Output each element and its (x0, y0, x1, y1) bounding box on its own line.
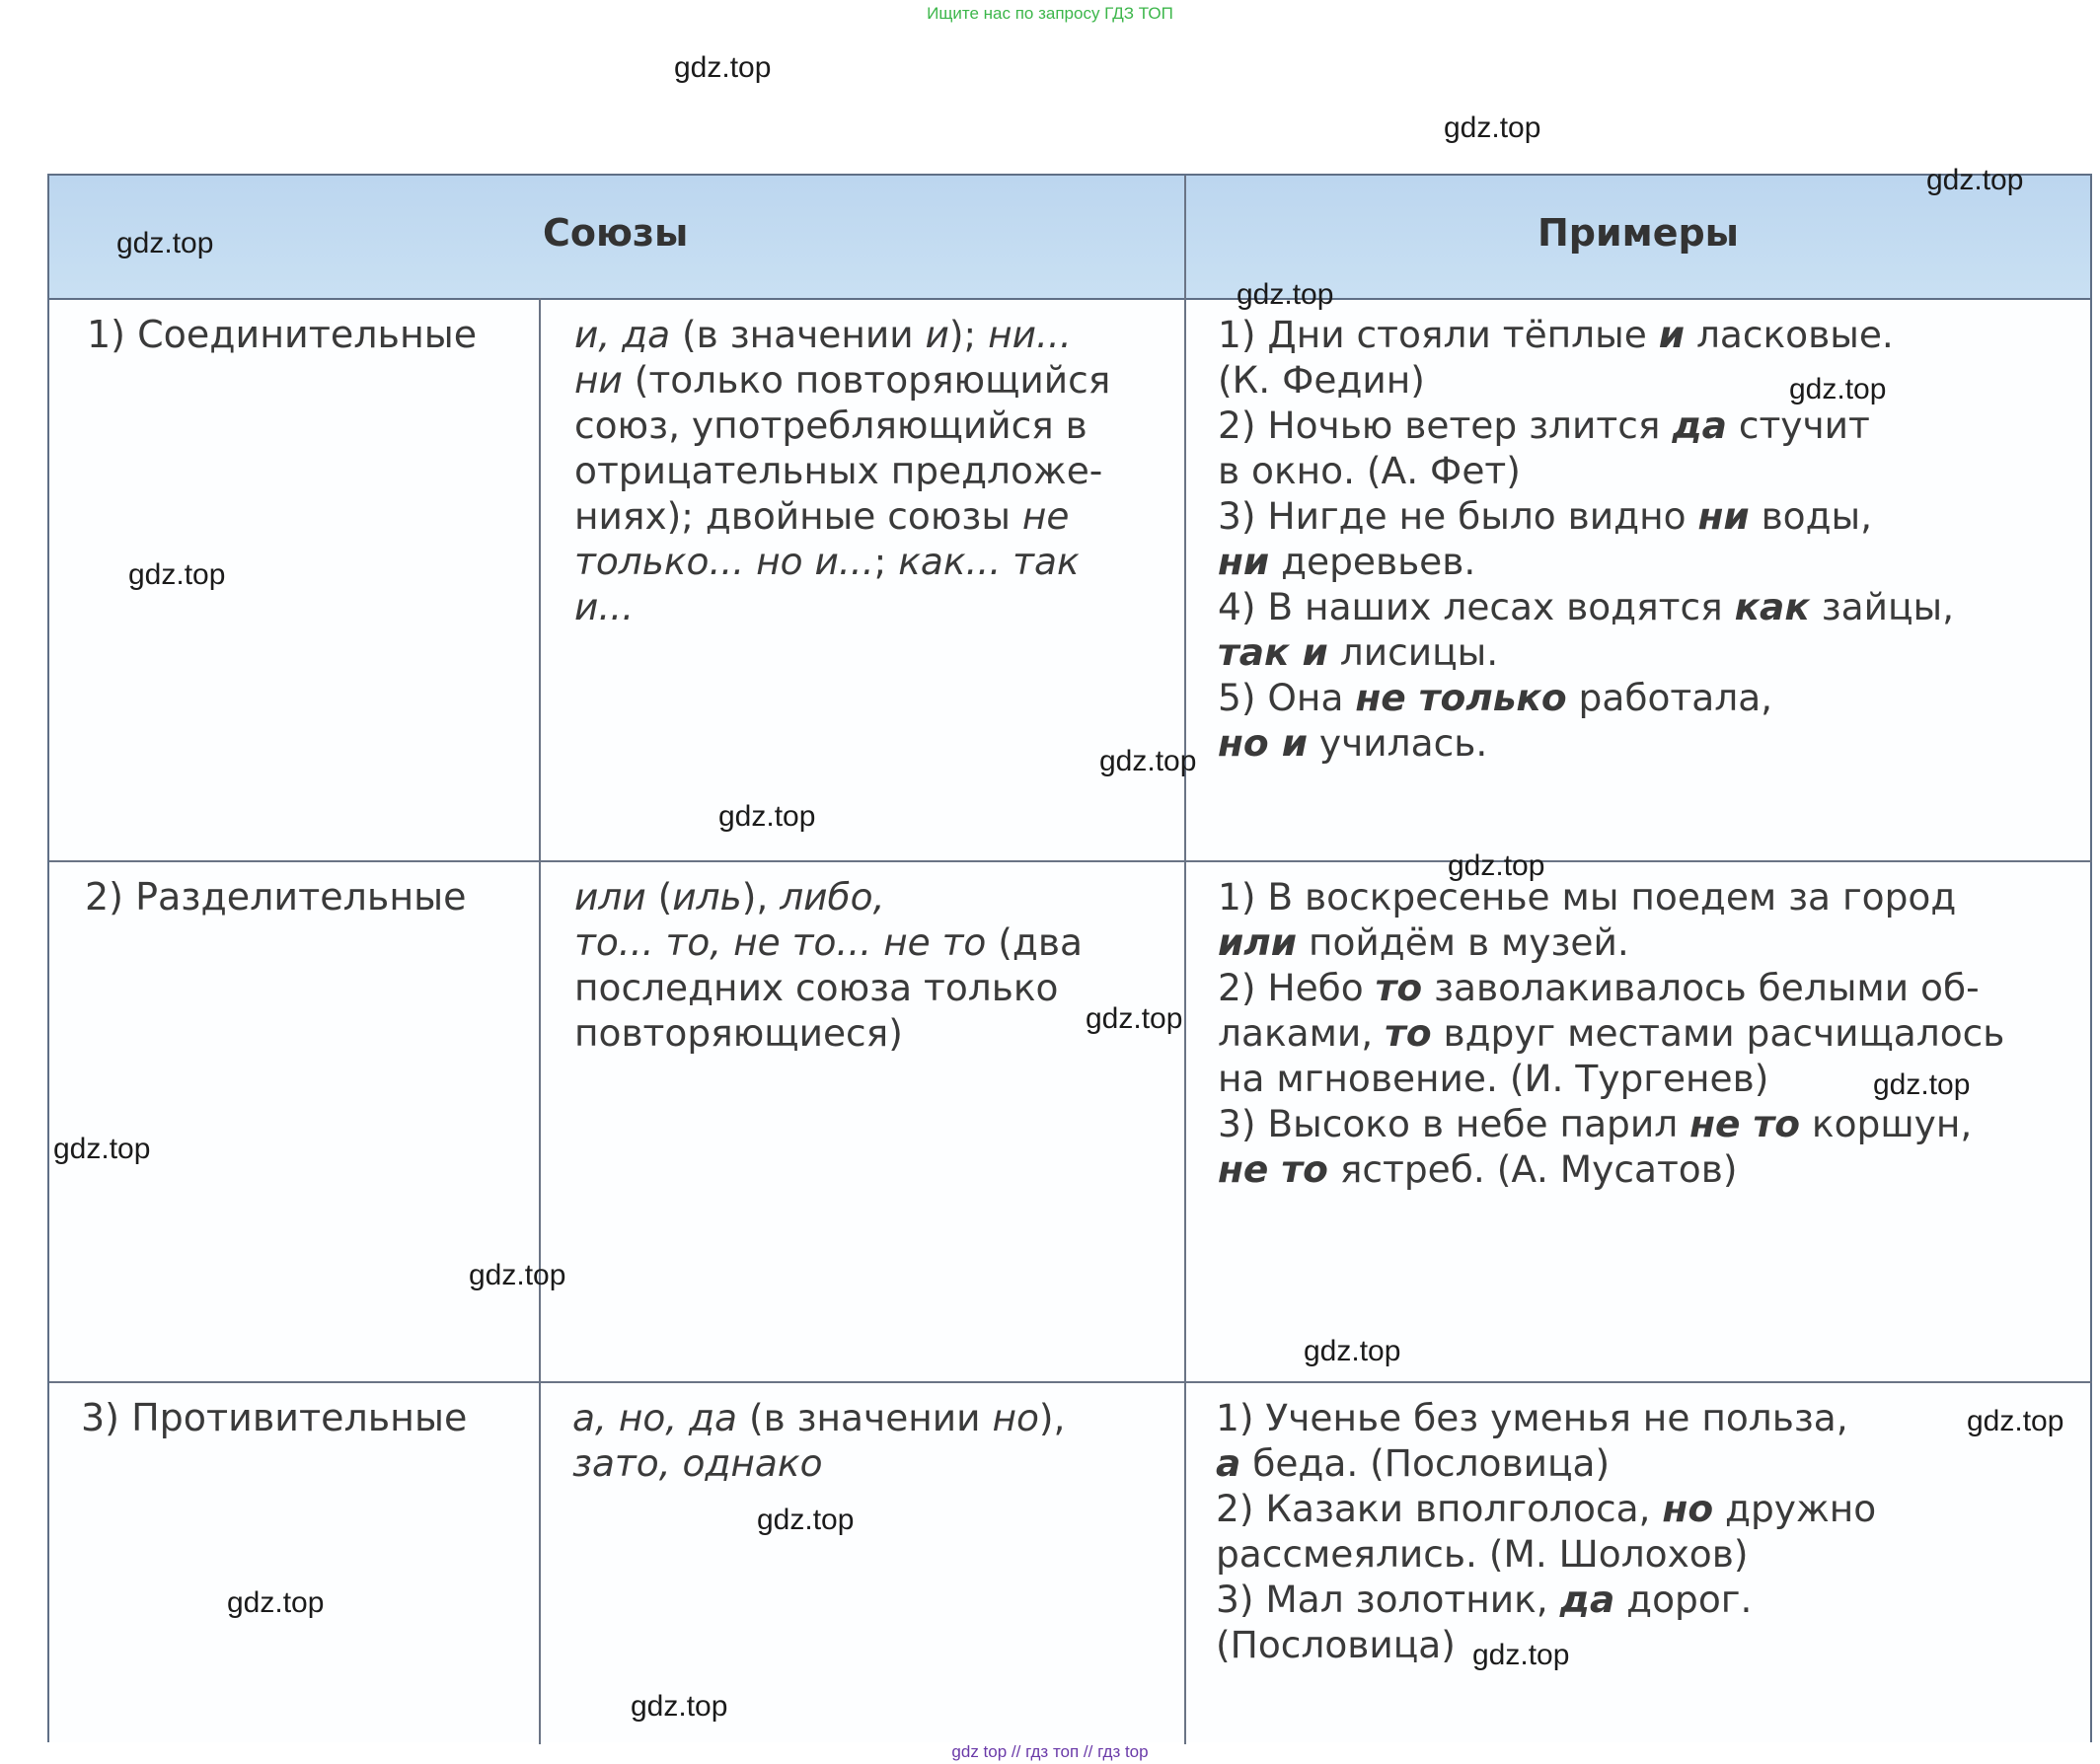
conjunction-line (574, 312, 1110, 357)
example-line (1216, 1395, 1876, 1440)
conjunction-term: а, но, да (572, 1396, 738, 1439)
example-text: вдруг местами расчищалось (1431, 1011, 2005, 1055)
highlighted-conjunction: да (1672, 404, 1727, 447)
highlighted-conjunction: но (1662, 1487, 1714, 1530)
example-text: ласковые. (1685, 313, 1894, 356)
example-line (1218, 965, 2004, 1010)
watermark: gdz.top (718, 800, 816, 833)
example-text: ястреб. (А. Мусатов) (1327, 1147, 1738, 1191)
conjunction-note: ), (741, 875, 781, 919)
conjunctions-adversative (572, 1395, 1065, 1486)
conjunction-note: ниях); двойные союзы (574, 494, 1022, 538)
example-line (1218, 675, 1954, 720)
column-divider (539, 298, 541, 1744)
highlighted-conjunction: не то (1218, 1147, 1328, 1191)
example-text: воды, (1749, 494, 1873, 538)
conjunction-term: и, да (574, 313, 671, 356)
highlighted-conjunction: ни (1218, 540, 1270, 583)
conjunction-term: иль (672, 875, 742, 919)
example-text: 1) Ученье без уменья не польза, (1216, 1396, 1848, 1439)
top-banner: Ищите нас по запросу ГДЗ ТОП (927, 4, 1173, 23)
conjunction-line (574, 874, 1083, 919)
conjunction-line (574, 1010, 1083, 1056)
conjunction-note: ; (873, 540, 899, 583)
watermark: gdz.top (1472, 1639, 1570, 1671)
conjunction-term: либо, (780, 875, 885, 919)
conjunction-line (572, 1440, 1065, 1486)
example-text: 3) Высоко в небе парил (1218, 1102, 1690, 1145)
example-text: беда. (Пословица) (1240, 1441, 1611, 1485)
examples-adversative (1216, 1395, 1876, 1667)
conjunction-note: последних союза только (574, 966, 1059, 1009)
row-divider (49, 860, 2092, 862)
conjunction-term: ни (574, 358, 623, 402)
example-text: работала, (1566, 676, 1773, 719)
conjunction-note: повторяющиеся) (574, 1011, 903, 1055)
example-text: дружно (1713, 1487, 1877, 1530)
example-text: 3) Мал золотник, (1216, 1578, 1560, 1621)
conjunction-term: не (1021, 494, 1070, 538)
conjunction-note: (два (986, 920, 1083, 964)
example-text: 4) В наших лесах водятся (1218, 585, 1735, 628)
watermark: gdz.top (1448, 849, 1545, 882)
example-line (1218, 919, 2004, 965)
conjunction-term: ни... (988, 313, 1072, 356)
watermark: gdz.top (128, 558, 226, 591)
example-line (1218, 874, 2004, 919)
example-text: коршун, (1800, 1102, 1973, 1145)
example-line (1218, 1010, 2004, 1056)
highlighted-conjunction: как (1734, 585, 1810, 628)
example-line (1216, 1440, 1876, 1486)
watermark: gdz.top (1444, 111, 1541, 144)
examples-disjunctive (1218, 874, 2004, 1192)
conjunction-line (574, 448, 1110, 493)
conjunction-line (574, 539, 1110, 584)
watermark: gdz.top (1789, 373, 1887, 405)
watermark: gdz.top (116, 227, 214, 259)
example-text: 2) Небо (1218, 966, 1376, 1009)
highlighted-conjunction: не только (1355, 676, 1567, 719)
highlighted-conjunction: а (1216, 1441, 1241, 1485)
watermark: gdz.top (1237, 278, 1334, 311)
conjunction-term: и... (574, 585, 635, 628)
highlighted-conjunction: ни (1697, 494, 1750, 538)
example-line (1218, 448, 1954, 493)
highlighted-conjunction: да (1559, 1578, 1615, 1621)
watermark: gdz.top (53, 1133, 151, 1165)
example-text: 2) Казаки вполголоса, (1216, 1487, 1663, 1530)
example-text: 5) Она (1218, 676, 1356, 719)
conjunction-line (574, 584, 1110, 629)
watermark: gdz.top (469, 1259, 566, 1291)
conjunctions-connective (574, 312, 1110, 629)
conjunctions-table (47, 174, 2092, 1742)
highlighted-conjunction: то (1375, 966, 1423, 1009)
highlighted-conjunction: не то (1689, 1102, 1801, 1145)
example-text: 1) В воскресенье мы поедем за город (1218, 875, 1957, 919)
bottom-banner: gdz top // гдз топ // гдз top (951, 1742, 1149, 1761)
example-line (1216, 1577, 1876, 1622)
conjunction-note: ), (1038, 1396, 1066, 1439)
example-line (1218, 1101, 2004, 1146)
row-divider (49, 1381, 2092, 1383)
example-text: рассмеялись. (М. Шолохов) (1216, 1532, 1749, 1576)
example-line (1218, 539, 1954, 584)
watermark: gdz.top (227, 1586, 325, 1619)
header-examples: Примеры (1538, 211, 1740, 255)
example-line (1218, 312, 1954, 357)
conjunction-note: союз, употребляющийся в (574, 404, 1088, 447)
example-line (1216, 1486, 1876, 1531)
row-type-connective: 1) Соединительные (87, 313, 478, 356)
watermark: gdz.top (631, 1690, 728, 1723)
highlighted-conjunction: и (1658, 313, 1686, 356)
example-text: лисицы. (1327, 630, 1499, 674)
example-text: на мгновение. (И. Тургенев) (1218, 1057, 1769, 1100)
highlighted-conjunction: то (1385, 1011, 1432, 1055)
example-text: (Пословица) (1216, 1623, 1456, 1666)
example-line (1218, 629, 1954, 675)
watermark: gdz.top (1304, 1335, 1401, 1367)
example-text: училась. (1308, 721, 1488, 765)
example-line (1218, 1146, 2004, 1192)
watermark: gdz.top (1086, 1002, 1183, 1035)
example-line (1216, 1531, 1876, 1577)
example-text: дорог. (1614, 1578, 1753, 1621)
conjunction-line (574, 403, 1110, 448)
conjunctions-disjunctive (574, 874, 1083, 1056)
watermark: gdz.top (674, 51, 772, 84)
column-divider (1184, 176, 1186, 1744)
conjunction-note: (в значении (670, 313, 926, 356)
example-line (1218, 584, 1954, 629)
example-text: (К. Федин) (1218, 358, 1425, 402)
conjunction-line (572, 1395, 1065, 1440)
watermark: gdz.top (1926, 164, 2024, 196)
conjunction-term: или (574, 875, 646, 919)
example-text: зайцы, (1809, 585, 1955, 628)
conjunction-line (574, 919, 1083, 965)
conjunction-term: только... но и... (574, 540, 874, 583)
example-text: стучит (1726, 404, 1870, 447)
conjunction-note: ); (948, 313, 989, 356)
example-text: лаками, (1218, 1011, 1386, 1055)
conjunction-note: отрицательных предложе- (574, 449, 1103, 492)
table-header (49, 176, 2090, 300)
watermark: gdz.top (1873, 1068, 1971, 1101)
example-text: 3) Нигде не было видно (1218, 494, 1698, 538)
example-text: заволакивалось белыми об- (1422, 966, 1980, 1009)
conjunction-line (574, 493, 1110, 539)
example-text: пойдём в музей. (1297, 920, 1629, 964)
highlighted-conjunction: но и (1218, 721, 1309, 765)
watermark: gdz.top (1967, 1405, 2064, 1437)
conjunction-line (574, 965, 1083, 1010)
row-type-disjunctive: 2) Разделительные (85, 875, 467, 919)
conjunction-note: (в значении (737, 1396, 993, 1439)
example-text: деревьев. (1269, 540, 1476, 583)
conjunction-term: и (925, 313, 949, 356)
conjunction-note: (только повторяющийся (622, 358, 1111, 402)
example-text: в окно. (А. Фет) (1218, 449, 1521, 492)
example-text: 1) Дни стояли тёплые (1218, 313, 1659, 356)
example-line (1218, 720, 1954, 766)
example-text: 2) Ночью ветер злится (1218, 404, 1673, 447)
highlighted-conjunction: или (1218, 920, 1298, 964)
watermark: gdz.top (757, 1504, 855, 1536)
header-conjunctions: Союзы (543, 211, 689, 255)
row-type-adversative: 3) Противительные (81, 1396, 468, 1439)
conjunction-line (574, 357, 1110, 403)
conjunction-term: то... то, не то... не то (574, 920, 987, 964)
conjunction-term: зато, однако (572, 1441, 823, 1485)
conjunction-term: но (992, 1396, 1039, 1439)
conjunction-term: как... так (898, 540, 1080, 583)
conjunction-note: ( (645, 875, 673, 919)
highlighted-conjunction: так и (1218, 630, 1328, 674)
example-line (1218, 493, 1954, 539)
watermark: gdz.top (1099, 745, 1197, 777)
example-line (1218, 403, 1954, 448)
